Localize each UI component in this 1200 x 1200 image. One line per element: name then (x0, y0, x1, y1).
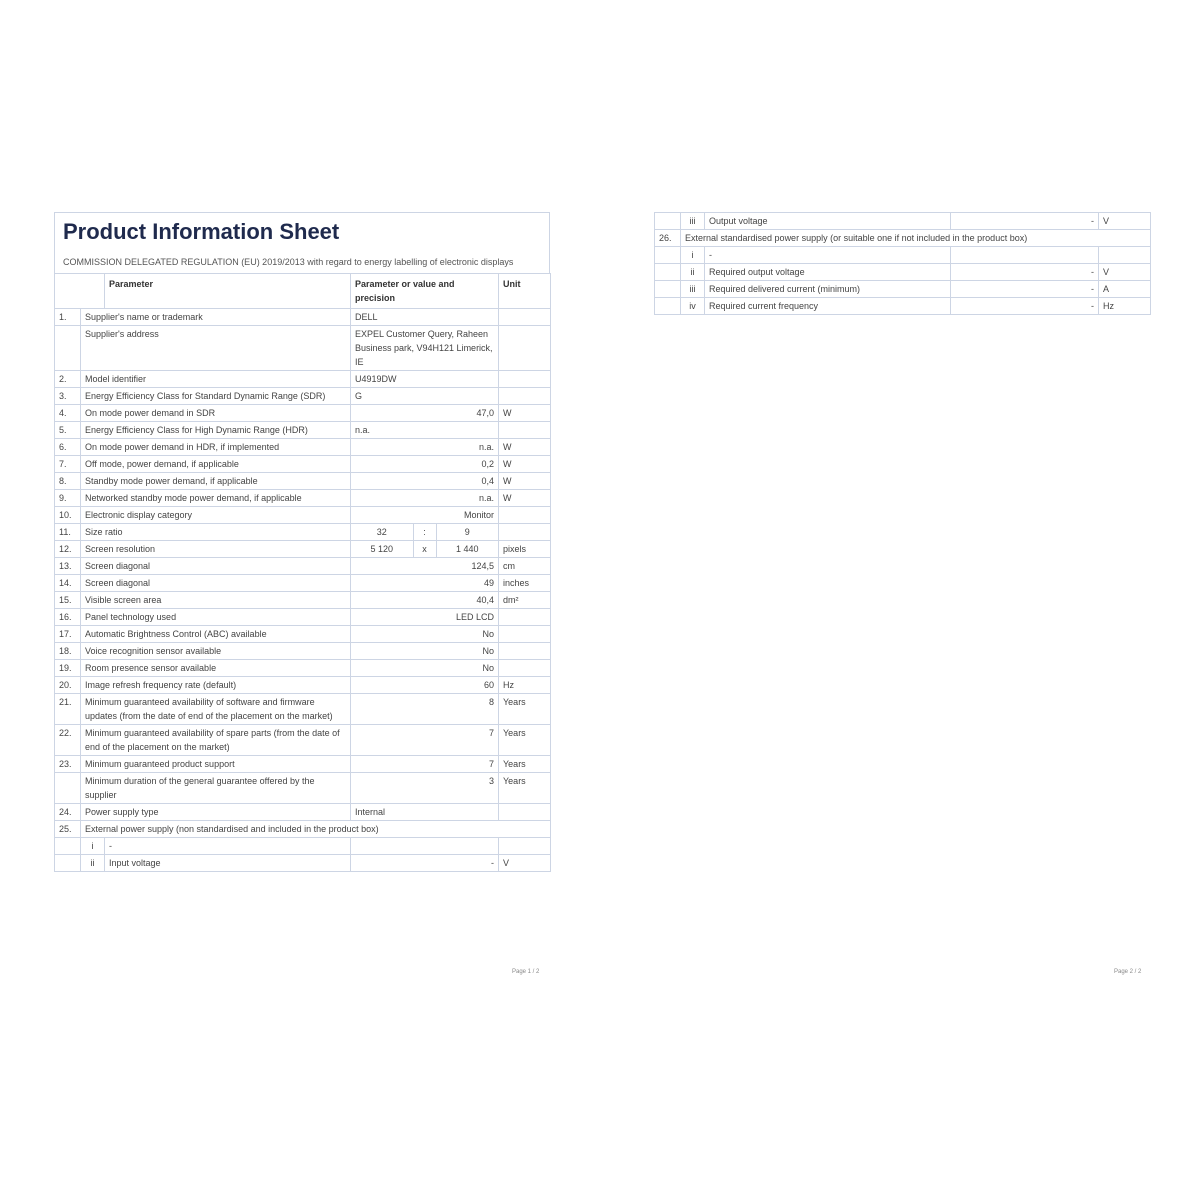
row-number: 12. (55, 541, 81, 558)
row-unit: Years (499, 694, 551, 725)
row-value: 7 (351, 725, 499, 756)
row-unit: inches (499, 575, 551, 592)
table-row (55, 490, 551, 507)
table-subrow (655, 247, 1151, 264)
row-unit (499, 388, 551, 405)
row-value: 0,4 (351, 473, 499, 490)
table-row-size-ratio (55, 524, 551, 541)
row-unit: V (1099, 264, 1151, 281)
row-unit (499, 422, 551, 439)
row-number: 6. (55, 439, 81, 456)
table-row (55, 804, 551, 821)
row-value: - (951, 213, 1099, 230)
row-number: 19. (55, 660, 81, 677)
row-parameter: Minimum duration of the general guarantee offered by the supplier (81, 773, 351, 804)
row-value: No (351, 643, 499, 660)
table-row (55, 473, 551, 490)
table-row (55, 609, 551, 626)
row-number: 13. (55, 558, 81, 575)
row-unit: W (499, 405, 551, 422)
row-number: 17. (55, 626, 81, 643)
table-row (55, 405, 551, 422)
table-row (55, 643, 551, 660)
table-row (55, 371, 551, 388)
row-value (951, 247, 1099, 264)
row-value (351, 838, 499, 855)
row-value: Monitor (351, 507, 499, 524)
table-subrow (655, 264, 1151, 281)
table-row (55, 756, 551, 773)
row-number: 7. (55, 456, 81, 473)
row-unit: Hz (1099, 298, 1151, 315)
row-parameter: Output voltage (705, 213, 951, 230)
row-unit: W (499, 473, 551, 490)
header-parameter: Parameter (105, 274, 351, 309)
row-number (55, 326, 81, 371)
table-row (55, 592, 551, 609)
row-parameter: Required current frequency (705, 298, 951, 315)
table-row (55, 626, 551, 643)
row-parameter: Minimum guaranteed availability of software and firmware updates (from the date of end of the placement on the market) (81, 694, 351, 725)
table-header-row (55, 274, 551, 309)
table-row (55, 558, 551, 575)
row-unit (499, 660, 551, 677)
resolution-height: 1 440 (455, 544, 479, 554)
row-unit (499, 371, 551, 388)
row-number: 14. (55, 575, 81, 592)
row-value (351, 524, 499, 541)
page-2 (654, 212, 1150, 315)
row-parameter: Visible screen area (81, 592, 351, 609)
regulation-subtitle: COMMISSION DELEGATED REGULATION (EU) 2019/2013 with regard to energy labelling of electronic displays (63, 257, 514, 267)
row-unit: W (499, 456, 551, 473)
table-subrow (55, 855, 551, 872)
table-row-resolution (55, 541, 551, 558)
row-spacer (55, 838, 81, 855)
row-spacer (655, 281, 681, 298)
row-value: - (951, 298, 1099, 315)
table-row (55, 725, 551, 756)
row-unit: cm (499, 558, 551, 575)
product-info-table-continued (654, 212, 1151, 315)
table-row (55, 773, 551, 804)
row-parameter: Screen diagonal (81, 575, 351, 592)
row-parameter: External power supply (non standardised and included in the product box) (81, 821, 551, 838)
row-value: 47,0 (351, 405, 499, 422)
row-parameter: - (705, 247, 951, 264)
row-number: 11. (55, 524, 81, 541)
row-number: 21. (55, 694, 81, 725)
row-value: G (351, 388, 499, 405)
row-parameter: External standardised power supply (or suitable one if not included in the product box) (681, 230, 1151, 247)
row-value: 3 (351, 773, 499, 804)
row-parameter: Networked standby mode power demand, if applicable (81, 490, 351, 507)
resolution-separator: x (413, 541, 437, 557)
row-value: 0,2 (351, 456, 499, 473)
row-spacer (655, 213, 681, 230)
row-parameter: Off mode, power demand, if applicable (81, 456, 351, 473)
table-row (55, 575, 551, 592)
table-row (55, 326, 551, 371)
row-parameter: Minimum guaranteed product support (81, 756, 351, 773)
row-parameter: - (105, 838, 351, 855)
row-parameter: Required output voltage (705, 264, 951, 281)
page-footer-1: Page 1 / 2 (512, 969, 540, 975)
row-number: 2. (55, 371, 81, 388)
row-unit (499, 804, 551, 821)
row-number: 3. (55, 388, 81, 405)
row-number: 8. (55, 473, 81, 490)
row-unit (499, 524, 551, 541)
row-parameter: Power supply type (81, 804, 351, 821)
row-parameter: On mode power demand in SDR (81, 405, 351, 422)
row-unit (499, 309, 551, 326)
row-unit: Years (499, 725, 551, 756)
row-unit: W (499, 439, 551, 456)
header-unit: Unit (499, 274, 551, 309)
row-parameter: Electronic display category (81, 507, 351, 524)
row-parameter: Energy Efficiency Class for High Dynamic Range (HDR) (81, 422, 351, 439)
header-index (55, 274, 105, 309)
resolution-width: 5 120 (370, 544, 394, 554)
page-1 (54, 212, 550, 872)
row-number: 20. (55, 677, 81, 694)
table-row (55, 660, 551, 677)
row-value: 124,5 (351, 558, 499, 575)
row-parameter: Model identifier (81, 371, 351, 388)
table-row (55, 507, 551, 524)
row-value: Internal (351, 804, 499, 821)
row-unit: A (1099, 281, 1151, 298)
table-row-external-supply (55, 821, 551, 838)
row-number: 9. (55, 490, 81, 507)
table-subrow (655, 298, 1151, 315)
row-value: 49 (351, 575, 499, 592)
row-parameter: Input voltage (105, 855, 351, 872)
row-value: No (351, 660, 499, 677)
row-value: EXPEL Customer Query, Raheen Business park, V94H121 Limerick, IE (351, 326, 499, 371)
row-parameter: Screen diagonal (81, 558, 351, 575)
row-value (351, 541, 499, 558)
row-value: DELL (351, 309, 499, 326)
row-unit (499, 643, 551, 660)
row-value: 60 (351, 677, 499, 694)
row-spacer (655, 247, 681, 264)
row-subindex: i (81, 838, 105, 855)
row-parameter: Panel technology used (81, 609, 351, 626)
row-unit: Years (499, 773, 551, 804)
row-value: No (351, 626, 499, 643)
row-parameter: On mode power demand in HDR, if implemented (81, 439, 351, 456)
row-unit: Hz (499, 677, 551, 694)
row-parameter: Standby mode power demand, if applicable (81, 473, 351, 490)
table-row (55, 439, 551, 456)
table-subrow (55, 838, 551, 855)
table-row (55, 677, 551, 694)
row-unit (499, 626, 551, 643)
row-value: - (951, 281, 1099, 298)
row-value: 8 (351, 694, 499, 725)
row-unit (499, 838, 551, 855)
row-unit: dm² (499, 592, 551, 609)
row-unit (499, 507, 551, 524)
ratio-height: 9 (464, 527, 470, 537)
row-unit (1099, 247, 1151, 264)
row-number: 18. (55, 643, 81, 660)
table-row (55, 309, 551, 326)
row-value: 40,4 (351, 592, 499, 609)
row-parameter: Energy Efficiency Class for Standard Dynamic Range (SDR) (81, 388, 351, 405)
table-subrow (655, 281, 1151, 298)
row-subindex: iii (681, 281, 705, 298)
row-spacer (655, 298, 681, 315)
row-value: n.a. (351, 490, 499, 507)
row-number: 4. (55, 405, 81, 422)
table-row (55, 422, 551, 439)
ratio-width: 32 (376, 527, 387, 537)
row-number (55, 773, 81, 804)
row-parameter: Size ratio (81, 524, 351, 541)
ratio-separator: : (413, 524, 437, 540)
row-number: 10. (55, 507, 81, 524)
row-unit: W (499, 490, 551, 507)
row-unit: V (1099, 213, 1151, 230)
row-unit: Years (499, 756, 551, 773)
row-subindex: iv (681, 298, 705, 315)
row-value: n.a. (351, 439, 499, 456)
row-value: LED LCD (351, 609, 499, 626)
row-subindex: ii (681, 264, 705, 281)
row-unit (499, 326, 551, 371)
row-parameter: Voice recognition sensor available (81, 643, 351, 660)
row-number: 23. (55, 756, 81, 773)
row-parameter: Supplier's address (81, 326, 351, 371)
row-parameter: Supplier's name or trademark (81, 309, 351, 326)
row-spacer (55, 855, 81, 872)
row-number: 24. (55, 804, 81, 821)
row-number: 22. (55, 725, 81, 756)
page-title: Product Information Sheet (63, 219, 340, 244)
row-subindex: i (681, 247, 705, 264)
header-value: Parameter or value and precision (351, 274, 499, 309)
row-parameter: Image refresh frequency rate (default) (81, 677, 351, 694)
sheet-header (54, 212, 550, 273)
row-subindex: iii (681, 213, 705, 230)
product-info-table (54, 273, 551, 872)
row-number: 5. (55, 422, 81, 439)
table-subrow (655, 213, 1151, 230)
row-parameter: Screen resolution (81, 541, 351, 558)
row-number: 25. (55, 821, 81, 838)
row-number: 1. (55, 309, 81, 326)
row-subindex: ii (81, 855, 105, 872)
row-parameter: Automatic Brightness Control (ABC) available (81, 626, 351, 643)
page-footer-2: Page 2 / 2 (1114, 969, 1142, 975)
row-parameter: Minimum guaranteed availability of spare parts (from the date of end of the placement on the market) (81, 725, 351, 756)
row-value: n.a. (351, 422, 499, 439)
row-value: U4919DW (351, 371, 499, 388)
table-row (55, 694, 551, 725)
row-value: - (951, 264, 1099, 281)
table-row-standardised-supply (655, 230, 1151, 247)
row-parameter: Required delivered current (minimum) (705, 281, 951, 298)
row-value: 7 (351, 756, 499, 773)
row-parameter: Room presence sensor available (81, 660, 351, 677)
row-spacer (655, 264, 681, 281)
row-number: 16. (55, 609, 81, 626)
row-unit: pixels (499, 541, 551, 558)
row-number: 15. (55, 592, 81, 609)
row-number: 26. (655, 230, 681, 247)
table-row (55, 388, 551, 405)
row-unit: V (499, 855, 551, 872)
table-row (55, 456, 551, 473)
row-value: - (351, 855, 499, 872)
row-unit (499, 609, 551, 626)
